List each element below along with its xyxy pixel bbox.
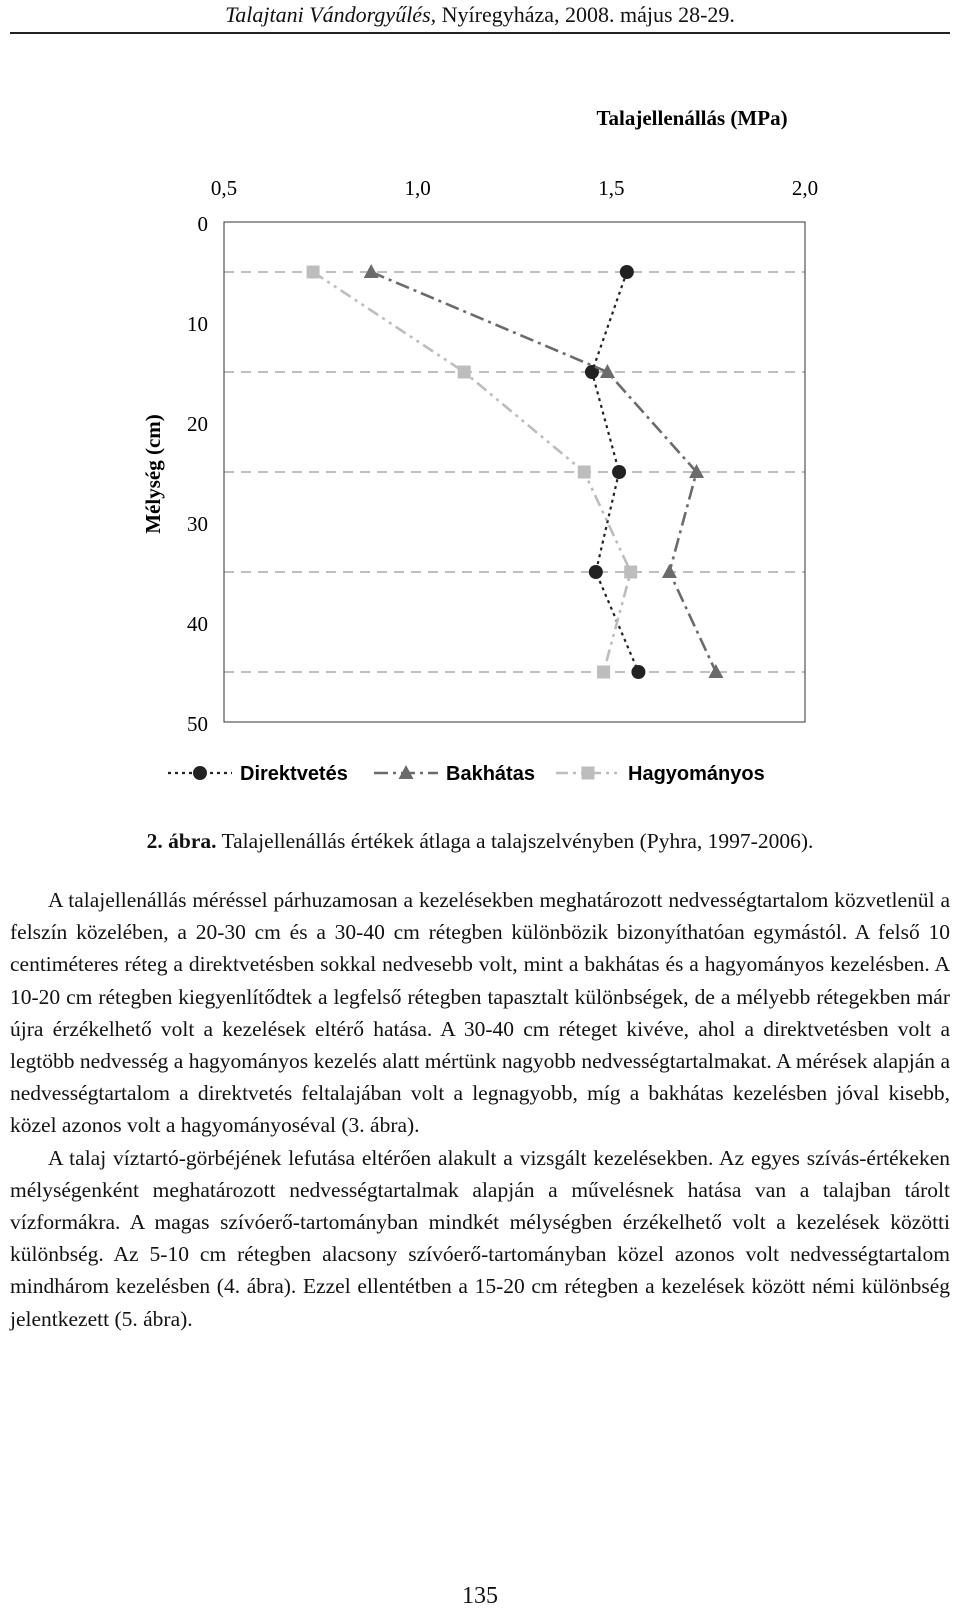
data-point (620, 265, 634, 279)
legend (168, 763, 765, 785)
y-tick-label: 20 (187, 412, 208, 436)
journal-title: Talajtani Vándorgyűlés, (225, 2, 437, 27)
y-tick-label: 10 (187, 312, 208, 336)
data-point (662, 564, 677, 578)
data-point (578, 466, 591, 479)
legend-label: Direktvetés (240, 763, 348, 785)
x-tick-label: 2,0 (791, 176, 819, 200)
y-tick-label: 50 (187, 712, 208, 736)
body-text (10, 884, 950, 1335)
paragraph-text: A talaj víztartó-görbéjének lefutása eltérően alakult a vizsgált kezelésekben. Az egyes szívás-értékeken mélységenként meghatározott nedvességtartalmak alapján a művelésnek hatása van a talajban tárolt vízformákra. A magas szívóerő-tartományban mindkét mélységben érzékelhető volt a kezelések közötti különbség. Az 5-10 cm rétegben alacsony szívóerő-tartományban közel azonos volt nedvességtartalom mindhárom kezelésben (4. ábra). Ezzel ellentétben a 15-20 cm rétegben a kezelések között némi különbség jelentkezett (5. ábra). (10, 1145, 950, 1331)
paragraph-text: A talajellenállás méréssel párhuzamosan a kezelésekben meghatározott nedvességtartalom közvetlenül a felszín közelében, a 20-30 cm és a 30-40 cm rétegben különbözik bizonyíthatóan egymástól. A felső 10 centiméteres réteg a direktvetésben sokkal nedvesebb volt, mint a bakhátas és a hagyományos kezelésben. A 10-20 cm rétegben kiegyenlítődtek a legfelső rétegben tapasztalt különbségek, de a mélyebb rétegekben már újra érzékelhető volt a kezelések eltérő hatása. A 30-40 cm réteget kivéve, ahol a direktvetésben volt a legtöbb nedvesség a hagyományos kezelés alatt mértünk nagyobb nedvességtartalmakat. A mérések alapján a nedvességtartalom a direktvetés feltalajában volt a legnagyobb, míg a bakhátas kezelésben jóval kisebb, közel azonos volt a hagyományoséval (3. ábra). (10, 888, 950, 1138)
data-point (589, 565, 603, 579)
y-axis-label: Mélység (cm) (141, 414, 165, 534)
data-point (631, 665, 645, 679)
x-tick-label: 1,0 (404, 176, 431, 200)
data-point (597, 666, 610, 679)
paragraph (10, 1142, 950, 1335)
data-point (307, 266, 320, 279)
data-point (624, 566, 637, 579)
series-line (371, 272, 716, 672)
series-triangle (364, 264, 724, 678)
caption-text: Talajellenállás értékek átlaga a talajszelvényben (Pyhra, 1997-2006). (216, 829, 814, 853)
y-tick-labels (187, 212, 208, 736)
x-tick-labels (211, 176, 818, 200)
x-tick-label: 1,5 (598, 176, 625, 200)
legend-marker (582, 767, 595, 780)
legend-item (556, 763, 765, 785)
y-tick-label: 40 (187, 612, 208, 636)
legend-label: Bakhátas (446, 763, 535, 785)
data-point (708, 664, 723, 678)
chart-title: Talajellenállás (MPa) (596, 106, 788, 130)
legend-label: Hagyományos (628, 763, 765, 785)
header-meta: Nyíregyháza, 2008. május 28-29. (436, 2, 735, 27)
data-point (612, 465, 626, 479)
x-tick-label: 0,5 (210, 176, 238, 200)
legend-item (374, 763, 535, 785)
resistance-depth-chart (0, 0, 960, 800)
caption-label: 2. ábra. (146, 829, 217, 853)
legend-item (168, 763, 348, 785)
y-tick-label: 30 (187, 512, 208, 536)
data-point (458, 366, 471, 379)
paragraph (10, 884, 950, 1142)
data-point (364, 264, 379, 278)
figure-caption (0, 828, 960, 854)
page-number: 135 (462, 1583, 498, 1609)
y-tick-label: 0 (197, 212, 208, 236)
legend-marker (193, 766, 207, 780)
